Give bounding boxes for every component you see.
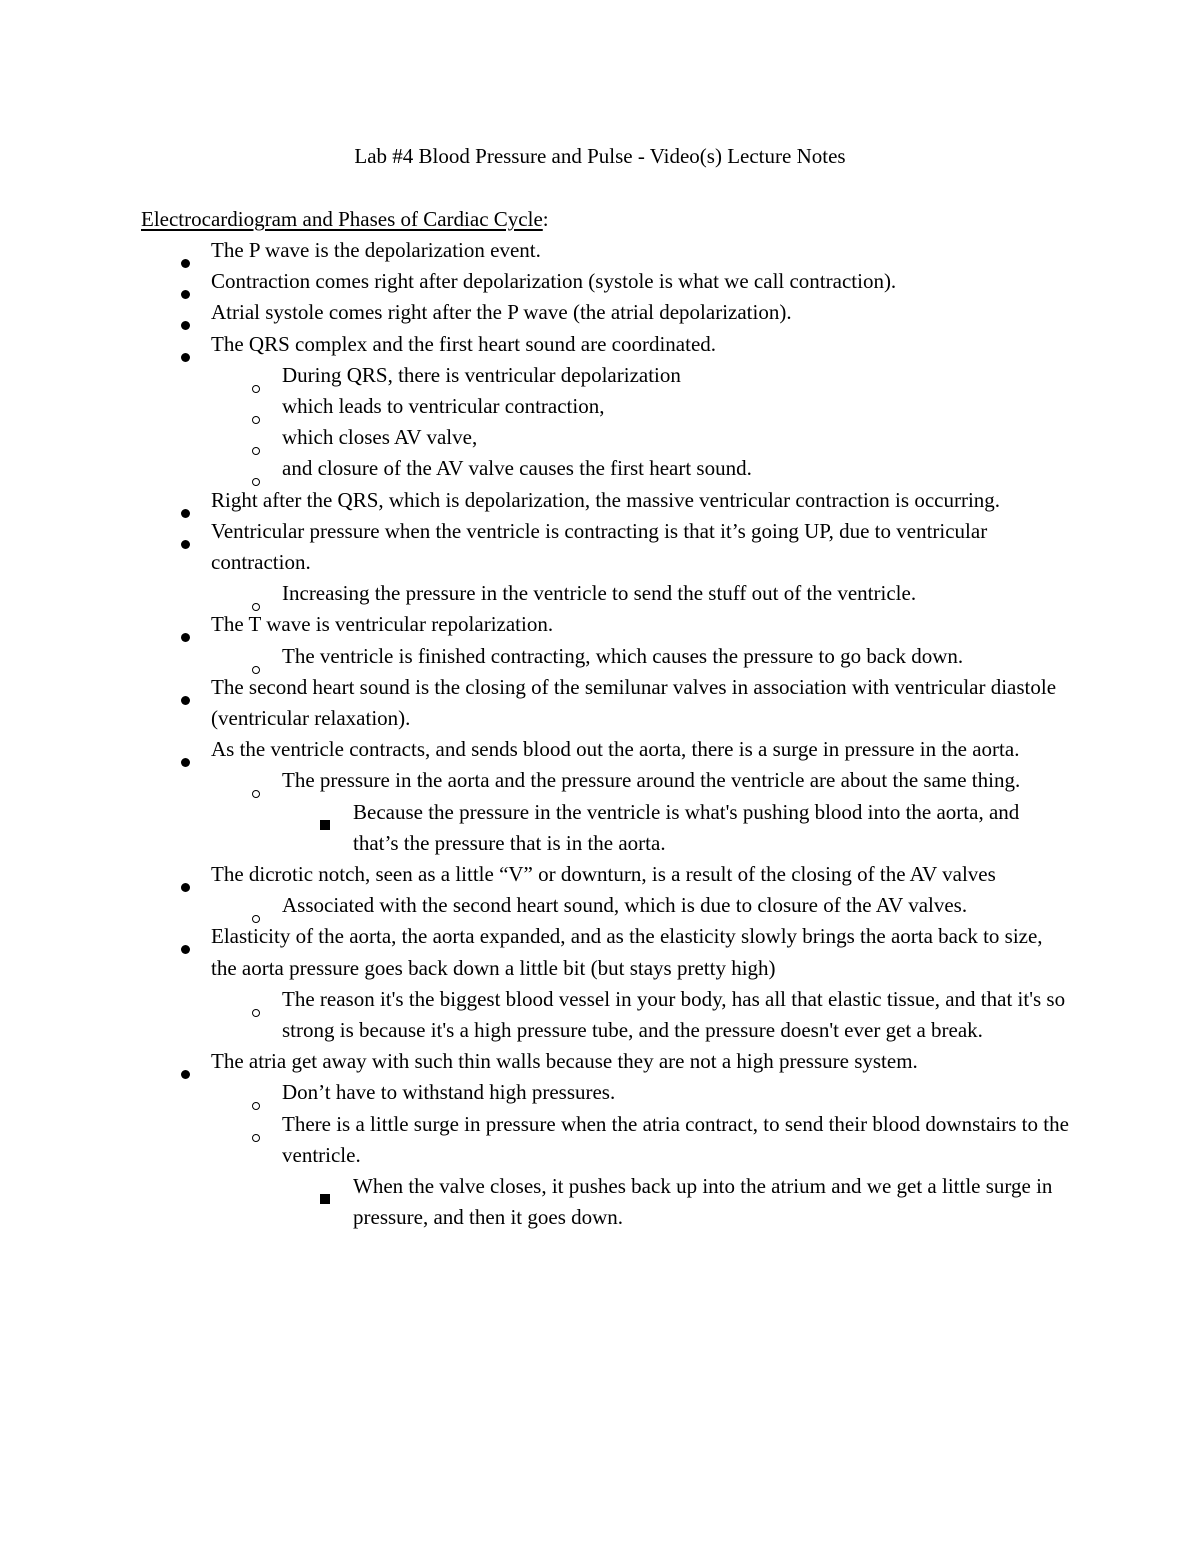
- list-item: [0, 1171, 1068, 1233]
- list-item: [0, 797, 1068, 859]
- list-item-text: Because the pressure in the ventricle is what's pushing blood into the aorta, and that’s the pressure that is in the aorta.: [353, 799, 1020, 855]
- filled-circle-bullet-icon: [177, 485, 193, 516]
- list-item: [0, 391, 1072, 422]
- list-item-text: During QRS, there is ventricular depolarization: [282, 362, 681, 387]
- list-item: [0, 453, 1072, 484]
- list-item-text: The pressure in the aorta and the pressure around the ventricle are about the same thing.: [282, 768, 1021, 793]
- list-item: [0, 672, 1071, 734]
- hollow-circle-bullet-icon: [248, 1109, 264, 1140]
- list-item: [0, 1077, 1072, 1108]
- filled-square-bullet-icon: [317, 797, 333, 828]
- list-item: [0, 641, 1072, 672]
- list-item-text: Contraction comes right after depolarization (systole is what we call contraction).: [211, 269, 897, 294]
- list-item-text: Ventricular pressure when the ventricle is contracting is that it’s going UP, due to ventricular contraction.: [211, 518, 988, 575]
- section-heading-text: Electrocardiogram and Phases of Cardiac Cycle: [141, 207, 543, 231]
- hollow-circle-bullet-icon: [248, 422, 264, 453]
- list-item-text: and closure of the AV valve causes the first heart sound.: [282, 456, 752, 481]
- list-item-text: which leads to ventricular contraction,: [282, 394, 605, 419]
- list-item: [0, 516, 1071, 578]
- list-item-text: Don’t have to withstand high pressures.: [282, 1080, 616, 1105]
- hollow-circle-bullet-icon: [248, 453, 264, 484]
- list-item-text: Associated with the second heart sound, which is due to closure of the AV valves.: [282, 893, 968, 918]
- hollow-circle-bullet-icon: [248, 765, 264, 796]
- list-item-text: The reason it's the biggest blood vessel in your body, has all that elastic tissue, and that it's so strong is because it's a high pressure tube, and the pressure doesn't ever get a break.: [282, 986, 1066, 1043]
- list-item: [0, 235, 1071, 266]
- filled-circle-bullet-icon: [177, 734, 193, 765]
- list-item: [0, 578, 1072, 609]
- list-item: [0, 890, 1072, 921]
- list-item: [0, 266, 1071, 297]
- section-heading-colon: :: [542, 207, 549, 231]
- list-item-text: The atria get away with such thin walls because they are not a high pressure system.: [211, 1049, 918, 1074]
- filled-circle-bullet-icon: [177, 297, 193, 328]
- list-item: [0, 485, 1071, 516]
- notes-list: [0, 235, 1200, 1234]
- list-item: [0, 859, 1071, 890]
- list-item-text: The QRS complex and the first heart sound are coordinated.: [211, 331, 717, 356]
- list-item: [0, 329, 1071, 360]
- section-heading: [141, 204, 549, 235]
- list-item-text: When the valve closes, it pushes back up into the atrium and we get a little surge in pressure, and then it goes down.: [353, 1174, 1053, 1230]
- list-item: [0, 734, 1071, 765]
- list-item: [0, 1109, 1072, 1171]
- hollow-circle-bullet-icon: [248, 1077, 264, 1108]
- filled-square-bullet-icon: [317, 1171, 333, 1202]
- list-item-text: The T wave is ventricular repolarization.: [211, 612, 554, 637]
- filled-circle-bullet-icon: [177, 266, 193, 297]
- document-title: Lab #4 Blood Pressure and Pulse - Video(s) Lecture Notes: [354, 144, 846, 168]
- list-item: [0, 984, 1072, 1046]
- list-item-text: As the ventricle contracts, and sends blood out the aorta, there is a surge in pressure in the aorta.: [211, 737, 1020, 762]
- list-item: [0, 360, 1072, 391]
- hollow-circle-bullet-icon: [248, 641, 264, 672]
- hollow-circle-bullet-icon: [248, 391, 264, 422]
- hollow-circle-bullet-icon: [248, 890, 264, 921]
- list-item-text: Atrial systole comes right after the P wave (the atrial depolarization).: [211, 300, 792, 325]
- list-item: [0, 609, 1071, 640]
- filled-circle-bullet-icon: [177, 921, 193, 952]
- hollow-circle-bullet-icon: [248, 360, 264, 391]
- filled-circle-bullet-icon: [177, 329, 193, 360]
- list-item: [0, 765, 1072, 796]
- list-item-text: The P wave is the depolarization event.: [211, 238, 541, 262]
- list-item: [0, 297, 1071, 328]
- filled-circle-bullet-icon: [177, 672, 193, 703]
- list-item-text: Right after the QRS, which is depolarization, the massive ventricular contraction is occurring.: [211, 487, 1001, 512]
- list-item-text: which closes AV valve,: [282, 425, 478, 450]
- filled-circle-bullet-icon: [177, 859, 193, 890]
- list-item: [0, 422, 1072, 453]
- list-item-text: Elasticity of the aorta, the aorta expanded, and as the elasticity slowly brings the aorta back to size, the aorta pressure goes back down a little bit (but stays pretty high): [211, 924, 1043, 980]
- list-item: [0, 1046, 1071, 1077]
- list-item: [0, 921, 1071, 983]
- hollow-circle-bullet-icon: [248, 984, 264, 1015]
- filled-circle-bullet-icon: [177, 1046, 193, 1077]
- filled-circle-bullet-icon: [177, 609, 193, 640]
- list-item-text: There is a little surge in pressure when the atria contract, to send their blood downstairs to the ventricle.: [282, 1111, 1069, 1167]
- list-item-text: The second heart sound is the closing of the semilunar valves in association with ventricular diastole (ventricular relaxation).: [211, 674, 1057, 731]
- filled-circle-bullet-icon: [177, 516, 193, 547]
- list-item-text: Increasing the pressure in the ventricle to send the stuff out of the ventricle.: [282, 581, 917, 606]
- filled-circle-bullet-icon: [177, 235, 193, 266]
- list-item-text: The dicrotic notch, seen as a little “V” or downturn, is a result of the closing of the AV valves: [211, 862, 996, 887]
- hollow-circle-bullet-icon: [248, 578, 264, 609]
- list-item-text: The ventricle is finished contracting, which causes the pressure to go back down.: [282, 643, 964, 668]
